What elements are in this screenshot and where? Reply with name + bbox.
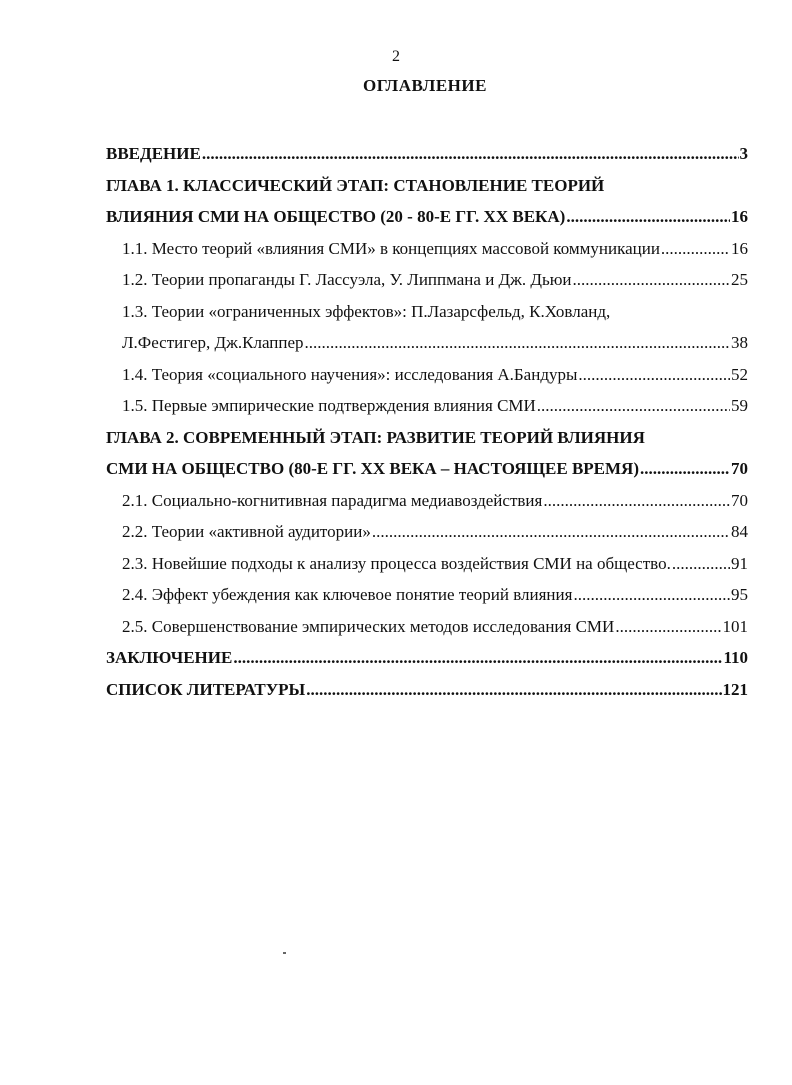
toc-entry-1-3-line-2[interactable] (106, 327, 748, 359)
toc-entry-2-4[interactable] (106, 579, 748, 611)
toc-entry-chapter-2-line-1[interactable] (106, 422, 748, 454)
toc-entry-page: 38 (731, 333, 748, 352)
toc-entry-2-3[interactable] (106, 548, 748, 580)
toc-entry-conclusion[interactable] (106, 642, 748, 674)
dot-leader (372, 516, 730, 548)
toc-entry-label: ГЛАВА 1. КЛАССИЧЕСКИЙ ЭТАП: СТАНОВЛЕНИЕ ТЕОРИЙ (106, 175, 605, 195)
dot-leader (202, 138, 739, 170)
toc-entry-page: 52 (731, 364, 748, 384)
toc-entry-page: 95 (731, 585, 748, 604)
toc-entry-introduction[interactable] (106, 138, 748, 170)
toc-entry-2-5[interactable] (106, 611, 748, 643)
dot-leader (305, 327, 730, 359)
toc-entry-page: 70 (731, 490, 748, 510)
toc-entry-1-1[interactable] (106, 233, 748, 265)
toc-entry-label: 1.5. Первые эмпирические подтверждения влияния СМИ (122, 396, 536, 415)
toc-entry-label: 1.4. Теория «социального научения»: исследования А.Бандуры (122, 364, 578, 384)
toc-entry-references[interactable] (106, 674, 748, 706)
toc-entry-page: 16 (731, 207, 748, 226)
toc-entry-label: СМИ НА ОБЩЕСТВО (80-Е ГГ. XX ВЕКА – НАСТОЯЩЕЕ ВРЕМЯ) (106, 459, 639, 478)
toc-entry-1-4[interactable] (106, 359, 748, 391)
toc-entry-page: 84 (731, 522, 748, 541)
table-of-contents (106, 138, 748, 705)
toc-entry-chapter-2-line-2[interactable] (106, 453, 748, 485)
toc-entry-page: 101 (722, 616, 748, 636)
toc-entry-1-3-line-1[interactable] (106, 296, 748, 328)
toc-entry-1-2[interactable] (106, 264, 748, 296)
toc-entry-label: ЗАКЛЮЧЕНИЕ (106, 648, 233, 667)
dot-leader (566, 201, 730, 233)
toc-entry-label: 1.2. Теории пропаганды Г. Лассуэла, У. Липпмана и Дж. Дьюи (122, 270, 572, 289)
toc-entry-page: 16 (731, 238, 748, 258)
dot-leader (661, 233, 730, 265)
toc-entry-label: Л.Фестигер, Дж.Клаппер (122, 333, 304, 352)
toc-entry-chapter-1-line-2[interactable] (106, 201, 748, 233)
page-number: 2 (392, 48, 400, 65)
dot-leader (537, 390, 730, 422)
toc-entry-label: 2.1. Социально-когнитивная парадигма медиавоздействия (122, 490, 543, 510)
dot-leader (578, 359, 730, 391)
dot-leader (573, 264, 730, 296)
toc-entry-page: 70 (731, 459, 748, 478)
dot-leader (573, 579, 730, 611)
toc-entry-label: 2.2. Теории «активной аудитории» (122, 522, 371, 541)
toc-entry-page: 110 (723, 648, 748, 667)
dot-leader (672, 548, 730, 580)
toc-entry-page: 25 (731, 270, 748, 289)
toc-entry-page: 121 (722, 679, 748, 699)
toc-entry-label: 1.3. Теории «ограниченных эффектов»: П.Лазарсфельд, К.Ховланд, (122, 301, 611, 321)
toc-entry-label: 2.4. Эффект убеждения как ключевое понятие теорий влияния (122, 585, 573, 604)
dot-leader (640, 453, 730, 485)
toc-entry-1-5[interactable] (106, 390, 748, 422)
toc-entry-label: 2.5. Совершенствование эмпирических методов исследования СМИ (122, 616, 615, 636)
toc-entry-label: 2.3. Новейшие подходы к анализу процесса воздействия СМИ на общество. (122, 553, 671, 573)
scan-artifact (283, 952, 286, 954)
toc-entry-label: ГЛАВА 2. СОВРЕМЕННЫЙ ЭТАП: РАЗВИТИЕ ТЕОРИЙ ВЛИЯНИЯ (106, 427, 645, 447)
toc-entry-page: 3 (739, 144, 748, 163)
dot-leader (233, 642, 722, 674)
toc-entry-chapter-1-line-1[interactable] (106, 170, 748, 202)
dot-leader (615, 611, 721, 643)
toc-entry-label: ВВЕДЕНИЕ (106, 144, 201, 163)
toc-entry-page: 91 (731, 553, 748, 573)
page-title: ОГЛАВЛЕНИЕ (363, 76, 487, 95)
toc-entry-label: ВЛИЯНИЯ СМИ НА ОБЩЕСТВО (20 - 80-Е ГГ. XX ВЕКА) (106, 207, 566, 226)
toc-entry-label: 1.1. Место теорий «влияния СМИ» в концепциях массовой коммуникации (122, 238, 660, 258)
toc-entry-2-1[interactable] (106, 485, 748, 517)
dot-leader (306, 674, 721, 706)
dot-leader (543, 485, 730, 517)
toc-entry-page: 59 (731, 396, 748, 415)
toc-entry-label: СПИСОК ЛИТЕРАТУРЫ (106, 679, 306, 699)
toc-entry-2-2[interactable] (106, 516, 748, 548)
